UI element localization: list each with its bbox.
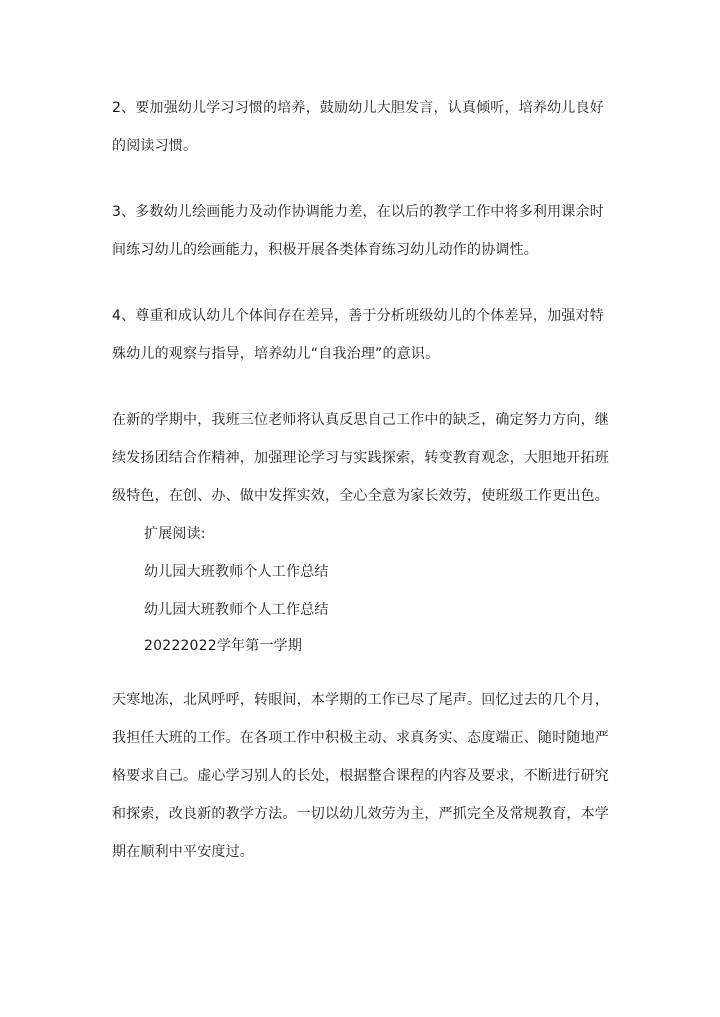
paragraph-2-line-1: 2、要加强幼儿学习习惯的培养，鼓励幼儿大胆发言，认真倾听，培养幼儿良好 [112,100,604,116]
summary-paragraph-line-2: 续发扬团结合作精神，加强理论学习与实践探索，转变教育观念，大胆地开拓班 [112,450,609,466]
paragraph-4-line-2: 殊幼儿的观察与指导，培养幼儿“自我治理”的意识。 [112,346,440,362]
extended-reading-item: 幼儿园大班教师个人工作总结 [144,602,329,618]
summary-paragraph-line-3: 级特色，在创、办、做中发挥实效，全心全意为家长效劳，使班级工作更出色。 [112,488,609,504]
closing-paragraph-line-5: 期在顺利中平安度过。 [112,844,254,860]
extended-reading-item: 幼儿园大班教师个人工作总结 [144,564,329,580]
extended-reading-heading: 扩展阅读: [144,526,206,542]
closing-paragraph-line-4: 和探索，改良新的教学方法。一切以幼儿效劳为主，严抓完全及常规教育，本学 [112,806,609,822]
closing-paragraph-line-2: 我担任大班的工作。在各项工作中积极主动、求真务实、态度端正、随时随地严 [112,730,609,746]
paragraph-3-line-2: 间练习幼儿的绘画能力，积极开展各类体育练习幼儿动作的协调性。 [112,242,538,258]
paragraph-2-line-2: 的阅读习惯。 [112,138,198,154]
closing-paragraph-line-1: 天寒地冻，北风呼呼，转眼间，本学期的工作已尽了尾声。回忆过去的几个月， [112,692,609,708]
paragraph-4-line-1: 4、尊重和成认幼儿个体间存在差异，善于分析班级幼儿的个体差异，加强对特 [112,308,604,324]
closing-paragraph-line-3: 格要求自己。虚心学习别人的长处，根据整合课程的内容及要求，不断进行研究 [112,768,609,784]
paragraph-3-line-1: 3、多数幼儿绘画能力及动作协调能力差，在以后的教学工作中将多利用课余时 [112,204,604,220]
summary-paragraph-line-1: 在新的学期中，我班三位老师将认真反思自己工作中的缺乏，确定努力方向，继 [112,412,609,428]
semester-label: 20222022学年第一学期 [144,638,303,654]
